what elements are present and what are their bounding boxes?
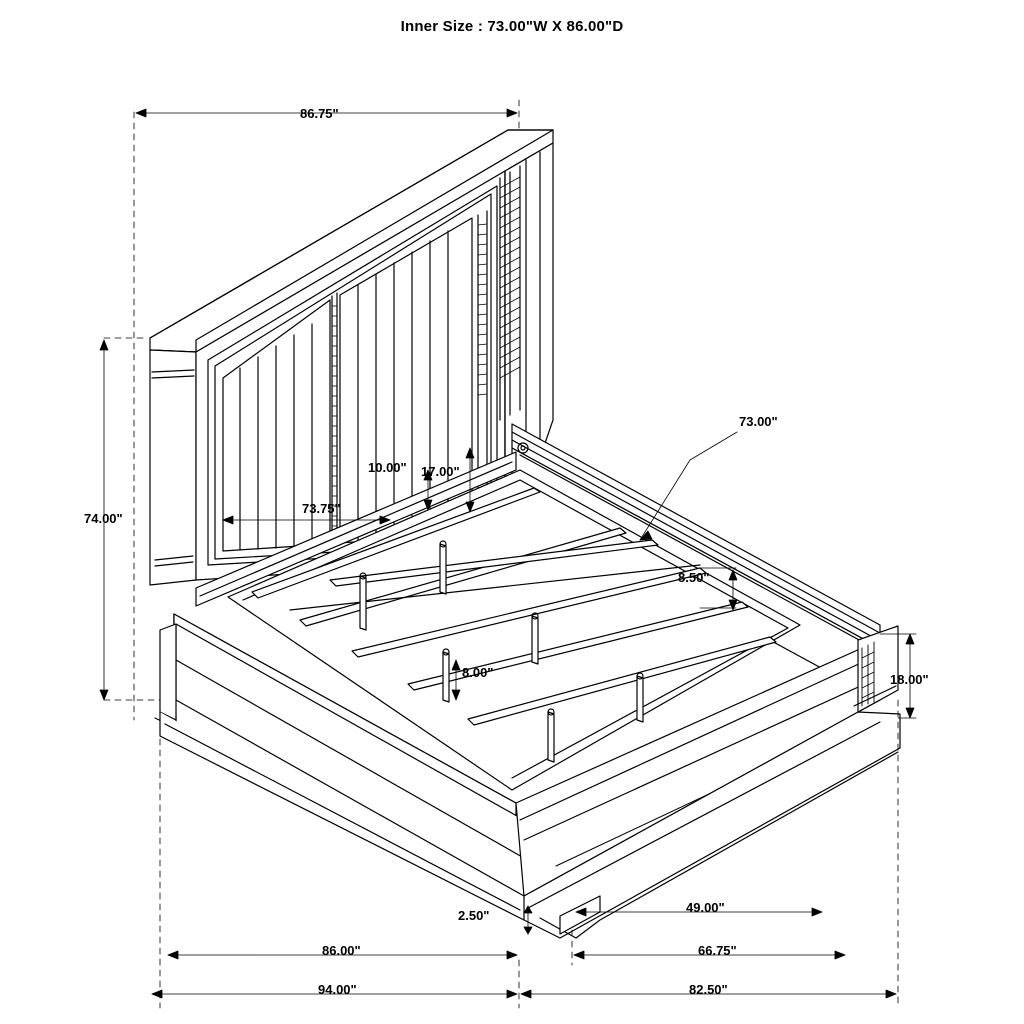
dim-foot-base-height: 2.50" bbox=[458, 908, 490, 923]
dim-overall-depth: 82.50" bbox=[689, 982, 728, 997]
dim-overall-length: 94.00" bbox=[318, 982, 357, 997]
dim-deck-clearance: 10.00" bbox=[368, 460, 407, 475]
dim-headboard-top-width: 86.75" bbox=[300, 106, 339, 121]
dim-side-rail-height: 8.50" bbox=[678, 570, 710, 585]
dim-footboard-inner-depth: 49.00" bbox=[686, 900, 725, 915]
dim-headboard-height: 74.00" bbox=[84, 511, 123, 526]
dim-footboard-height: 18.00" bbox=[890, 672, 929, 687]
dim-bed-inner-length: 86.00" bbox=[322, 943, 361, 958]
dim-footboard-depth: 66.75" bbox=[698, 943, 737, 958]
page-title: Inner Size : 73.00"W X 86.00"D bbox=[400, 18, 624, 35]
dim-headboard-panel-width: 73.75" bbox=[302, 501, 341, 516]
dim-slat-height: 8.00" bbox=[462, 665, 494, 680]
dim-inner-width-callout: 73.00" bbox=[739, 414, 778, 429]
dim-rail-to-slat-height: 17.00" bbox=[421, 464, 460, 479]
